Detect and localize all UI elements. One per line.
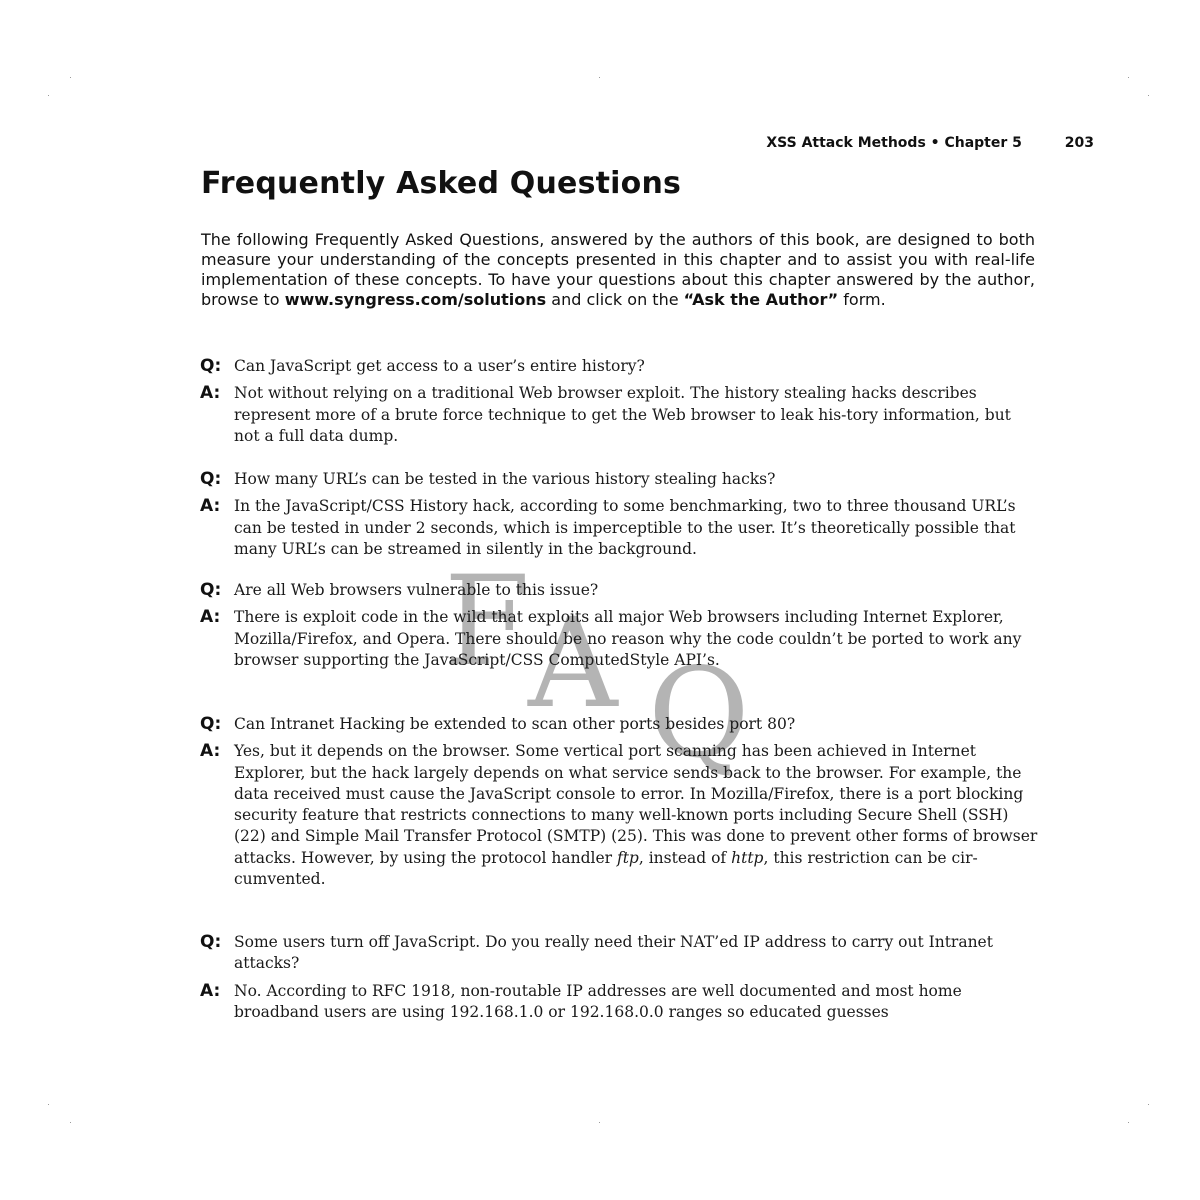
- answer-text: No. According to RFC 1918, non-routable IP addresses are well documented and most home broadband users are using 192.168.1.0 or 192.168.0.0 ranges so educated guesses: [234, 981, 962, 1021]
- crop-mark: [599, 77, 600, 78]
- answer-text: [234, 741, 1040, 890]
- answer-text: In the JavaScript/CSS History hack, according to some benchmarking, two to three thousand URL’s can be tested in under 2 seconds, which is imperceptible to the user. It’s theoretically possible that many URL’s can be streamed in silently in the background.: [234, 497, 1016, 558]
- answer-marker: A:: [200, 607, 221, 628]
- question-text: Are all Web browsers vulnerable to this issue?: [234, 581, 599, 599]
- faq-item: [200, 356, 1040, 447]
- answer-marker: A:: [200, 496, 221, 517]
- faq-item: [200, 714, 1040, 890]
- question-text: How many URL’s can be tested in the various history stealing hacks?: [234, 470, 776, 488]
- question-marker: Q:: [200, 580, 222, 600]
- crop-mark: [1148, 1104, 1149, 1105]
- question-row: [200, 469, 1040, 490]
- question-marker: Q:: [200, 932, 222, 952]
- question-row: [200, 356, 1040, 377]
- question-text: Some users turn off JavaScript. Do you really need their NAT’ed IP address to carry out Intranet attacks?: [234, 933, 993, 973]
- faq-item: [200, 932, 1040, 1023]
- answer-text-part: , instead of: [638, 848, 732, 867]
- faq-item: [200, 580, 1040, 671]
- question-text: Can Intranet Hacking be extended to scan other ports besides port 80?: [234, 715, 796, 733]
- crop-mark: [48, 1104, 49, 1105]
- question-row: [200, 714, 1040, 735]
- page-title: Frequently Asked Questions: [201, 166, 682, 201]
- crop-mark: [1128, 77, 1129, 78]
- question-text: Can JavaScript get access to a user’s entire history?: [234, 357, 645, 375]
- answer-row: [200, 383, 1040, 447]
- solutions-link[interactable]: www.syngress.com/solutions: [284, 290, 547, 309]
- answer-marker: A:: [200, 383, 221, 404]
- question-row: [200, 580, 1040, 601]
- faq-item: [200, 469, 1040, 560]
- intro-middle: and click on the: [546, 290, 684, 309]
- answer-text: Not without relying on a traditional Web browser exploit. The history stealing hacks describes represent more of a brute force technique to get the Web browser to leak his-tory information, but not a full data dump.: [234, 384, 1011, 445]
- intro-end: form.: [838, 290, 886, 309]
- page-number: 203: [1064, 135, 1094, 151]
- crop-mark: [70, 1122, 71, 1123]
- answer-text: There is exploit code in the wild that exploits all major Web browsers including Internet Explorer, Mozilla/Firefox, and Opera. There should be no reason why the code couldn’t be ported to work any browser supporting the JavaScript/CSS ComputedStyle API’s.: [234, 608, 1022, 669]
- crop-mark: [48, 95, 49, 96]
- crop-mark: [1148, 95, 1149, 96]
- watermark-letter-a: A: [528, 592, 618, 736]
- question-row: [200, 932, 1040, 975]
- question-marker: Q:: [200, 714, 222, 734]
- answer-marker: A:: [200, 741, 221, 762]
- answer-italic-term: ftp: [616, 848, 639, 867]
- watermark-letter-f: F: [444, 550, 531, 694]
- intro-paragraph: [201, 230, 1035, 310]
- answer-text-part: Yes, but it depends on the browser. Some vertical port scanning has been achieved in Internet Explorer, but the hack largely depends on what service sends back to the browser. For example, the data received must cause the JavaScript console to error. In Mozilla/Firefox, there is a port blocking security feature that restricts connections to many well-known ports including Secure Shell (SSH) (22) and Simple Mail Transfer Protocol (SMTP) (25). This was done to prevent other forms of browser attacks. However, by using the protocol handler: [234, 742, 1038, 867]
- question-marker: Q:: [200, 356, 222, 376]
- intro-text: The following Frequently Asked Questions, answered by the authors of this book, are designed to both measure your understanding of the concepts presented in this chapter and to assist you with real-life implementation of these concepts. To have your questions about this chapter answered by the author, browse to: [201, 230, 1035, 309]
- answer-italic-term: http: [731, 848, 764, 867]
- crop-mark: [70, 77, 71, 78]
- answer-row: [200, 607, 1040, 671]
- answer-row: [200, 496, 1040, 560]
- running-title: XSS Attack Methods • Chapter 5: [766, 135, 1022, 151]
- ask-the-author-form-name: “Ask the Author”: [683, 290, 839, 309]
- watermark-letter-q: Q: [648, 642, 750, 786]
- answer-row: [200, 741, 1040, 890]
- answer-marker: A:: [200, 980, 221, 1001]
- question-marker: Q:: [200, 469, 222, 489]
- answer-row: [200, 981, 1040, 1024]
- crop-mark: [1128, 1122, 1129, 1123]
- running-head: [766, 135, 1094, 151]
- answer-text-part: , this restriction can be cir-cumvented.: [234, 848, 978, 889]
- crop-mark: [599, 1122, 600, 1123]
